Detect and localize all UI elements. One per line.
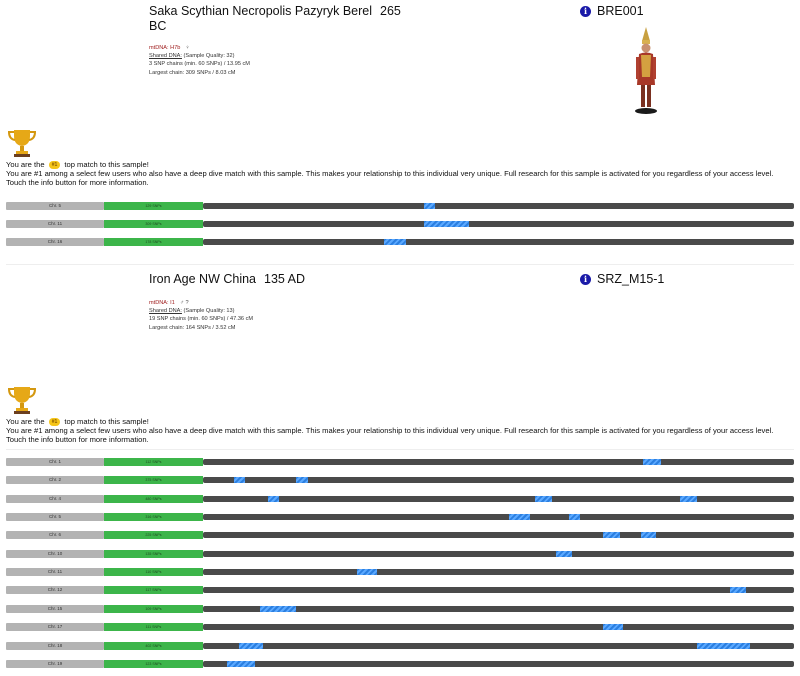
snp-count: 309 SNPs xyxy=(104,220,203,228)
sex-symbol: ♂ ? xyxy=(179,300,189,306)
chromosome-row[interactable] xyxy=(6,605,794,613)
match-info: You are the #1 top match to this sample! You are #1 among a select few users who also have a deep dive match with this sample. This makes your relationship to this individual very unique. Full research for this sample is activated for you regardless of your access level. Touch the info button for more information. xyxy=(6,417,794,445)
mtdna-value: H7b xyxy=(170,45,181,51)
shared-segment[interactable] xyxy=(603,624,623,630)
chromosome-row[interactable] xyxy=(6,550,794,558)
divider xyxy=(6,449,794,450)
rank-badge: #1 xyxy=(49,418,61,426)
snp-count: 117 SNPs xyxy=(104,586,203,594)
sample-title: Saka Scythian Necropolis Pazyryk Berel 265 BC xyxy=(149,4,401,33)
chromosome-row[interactable] xyxy=(6,513,794,521)
shared-segment[interactable] xyxy=(730,587,746,593)
snp-count: 402 SNPs xyxy=(104,642,203,650)
chromosome-row[interactable] xyxy=(6,238,794,246)
shared-segment[interactable] xyxy=(296,477,308,483)
sex-symbol: ♀ xyxy=(185,45,190,51)
chromosome-row[interactable] xyxy=(6,458,794,466)
shared-segment[interactable] xyxy=(268,496,279,502)
snp-count: 123 SNPs xyxy=(104,660,203,668)
shared-segment[interactable] xyxy=(234,477,245,483)
chromosome-track xyxy=(203,496,794,502)
chromosome-label: Chr. 5 xyxy=(6,513,104,521)
shared-segment[interactable] xyxy=(227,661,255,667)
chromosome-track xyxy=(203,606,794,612)
shared-segment[interactable] xyxy=(424,203,435,209)
shared-segment[interactable] xyxy=(680,496,697,502)
chromosome-label: Chr. 16 xyxy=(6,238,104,246)
snp-count: 129 SNPs xyxy=(104,202,203,210)
snp-count: 109 SNPs xyxy=(104,605,203,613)
shared-segment[interactable] xyxy=(424,221,469,227)
match-description: You are #1 among a select few users who also have a deep dive match with this sample. This makes your relationship to this individual very unique. Full research for this sample is activated for you regardless of your access level. Touch the info button for more information. xyxy=(6,426,774,445)
chromosome-track xyxy=(203,569,794,575)
snp-count: 135 SNPs xyxy=(104,550,203,558)
shared-segment[interactable] xyxy=(641,532,656,538)
snp-chains: 19 SNP chains (min. 60 SNPs) / 47.36 cM xyxy=(149,316,254,323)
chromosome-track xyxy=(203,514,794,520)
shared-segment[interactable] xyxy=(535,496,552,502)
snp-count: 480 SNPs xyxy=(104,495,203,503)
chromosome-label: Chr. 5 xyxy=(6,202,104,210)
chromosome-row[interactable] xyxy=(6,202,794,210)
chromosome-row[interactable] xyxy=(6,568,794,576)
shared-segment[interactable] xyxy=(643,459,661,465)
chromosome-label: Chr. 6 xyxy=(6,531,104,539)
chromosome-label: Chr. 18 xyxy=(6,642,104,650)
mtdna-value: I1 xyxy=(170,300,175,306)
chromosome-track xyxy=(203,643,794,649)
trophy-icon xyxy=(6,128,38,158)
shared-segment[interactable] xyxy=(239,643,263,649)
chromosome-track xyxy=(203,203,794,209)
match-description: You are #1 among a select few users who also have a deep dive match with this sample. This makes your relationship to this individual very unique. Full research for this sample is activated for you regardless of your access level. Touch the info button for more information. xyxy=(6,169,774,188)
trophy-icon xyxy=(6,385,38,415)
chromosome-track xyxy=(203,459,794,465)
chromosome-label: Chr. 1 xyxy=(6,458,104,466)
chromosome-track xyxy=(203,221,794,227)
snp-count: 178 SNPs xyxy=(104,238,203,246)
info-icon[interactable]: i xyxy=(580,274,591,285)
rank-badge: #1 xyxy=(49,161,61,169)
divider xyxy=(6,264,794,265)
chromosome-track xyxy=(203,477,794,483)
sample-id-box xyxy=(580,272,664,286)
shared-segment[interactable] xyxy=(603,532,621,538)
snp-count: 375 SNPs xyxy=(104,476,203,484)
snp-count: 110 SNPs xyxy=(104,568,203,576)
shared-segment[interactable] xyxy=(357,569,377,575)
snp-count: 111 SNPs xyxy=(104,623,203,631)
shared-segment[interactable] xyxy=(556,551,572,557)
shared-segment[interactable] xyxy=(384,239,406,245)
sample-meta: mtDNA: H7b ♀ Shared DNA: (Sample Quality: 32) 3 SNP chains (min. 60 SNPs) / 13.95 cM Largest chain: 309 SNPs / 8.03 cM xyxy=(149,45,250,76)
largest-chain: Largest chain: 164 SNPs / 3.52 cM xyxy=(149,324,236,331)
chromosome-row[interactable] xyxy=(6,623,794,631)
largest-chain: Largest chain: 309 SNPs / 8.03 cM xyxy=(149,69,236,76)
match-info: You are the #1 top match to this sample! You are #1 among a select few users who also have a deep dive match with this sample. This makes your relationship to this individual very unique. Full research for this sample is activated for you regardless of your access level. Touch the info button for more information. xyxy=(6,160,794,188)
chromosome-label: Chr. 11 xyxy=(6,220,104,228)
chromosome-row[interactable] xyxy=(6,476,794,484)
snp-count: 316 SNPs xyxy=(104,513,203,521)
chromosome-track xyxy=(203,532,794,538)
chromosome-row[interactable] xyxy=(6,586,794,594)
chromosome-track xyxy=(203,624,794,630)
chromosome-label: Chr. 2 xyxy=(6,476,104,484)
snp-count: 225 SNPs xyxy=(104,531,203,539)
shared-segment[interactable] xyxy=(697,643,750,649)
chromosome-label: Chr. 19 xyxy=(6,660,104,668)
chromosome-label: Chr. 4 xyxy=(6,495,104,503)
shared-dna-link[interactable]: Shared DNA: xyxy=(149,53,182,60)
sample-id-box xyxy=(580,4,644,18)
chromosome-label: Chr. 12 xyxy=(6,586,104,594)
chromosome-row[interactable] xyxy=(6,642,794,650)
chromosome-label: Chr. 15 xyxy=(6,605,104,613)
chromosome-row[interactable] xyxy=(6,660,794,668)
shared-segment[interactable] xyxy=(260,606,296,612)
sample-title: Iron Age NW China 135 AD xyxy=(149,272,306,286)
sample-id: SRZ_M15-1 xyxy=(597,272,665,286)
chromosome-row[interactable] xyxy=(6,495,794,503)
chromosome-track xyxy=(203,551,794,557)
chromosome-track xyxy=(203,661,794,667)
snp-chains: 3 SNP chains (min. 60 SNPs) / 13.95 cM xyxy=(149,61,250,68)
figurine-image xyxy=(630,27,662,117)
chromosome-track xyxy=(203,587,794,593)
chromosome-label: Chr. 17 xyxy=(6,623,104,631)
shared-dna-link[interactable]: Shared DNA: xyxy=(149,308,182,315)
sample-id: BRE001 xyxy=(597,4,644,18)
shared-segment[interactable] xyxy=(509,514,530,520)
chromosome-label: Chr. 11 xyxy=(6,568,104,576)
snp-count: 112 SNPs xyxy=(104,458,203,466)
chromosome-track xyxy=(203,239,794,245)
chromosome-row[interactable] xyxy=(6,531,794,539)
chromosome-row[interactable] xyxy=(6,220,794,228)
info-icon[interactable]: i xyxy=(580,6,591,17)
sample-meta: mtDNA: I1 ♂ ? Shared DNA: (Sample Quality: 13) 19 SNP chains (min. 60 SNPs) / 47.36 cM Largest chain: 164 SNPs / 3.52 cM xyxy=(149,300,254,331)
chromosome-label: Chr. 10 xyxy=(6,550,104,558)
shared-segment[interactable] xyxy=(569,514,580,520)
